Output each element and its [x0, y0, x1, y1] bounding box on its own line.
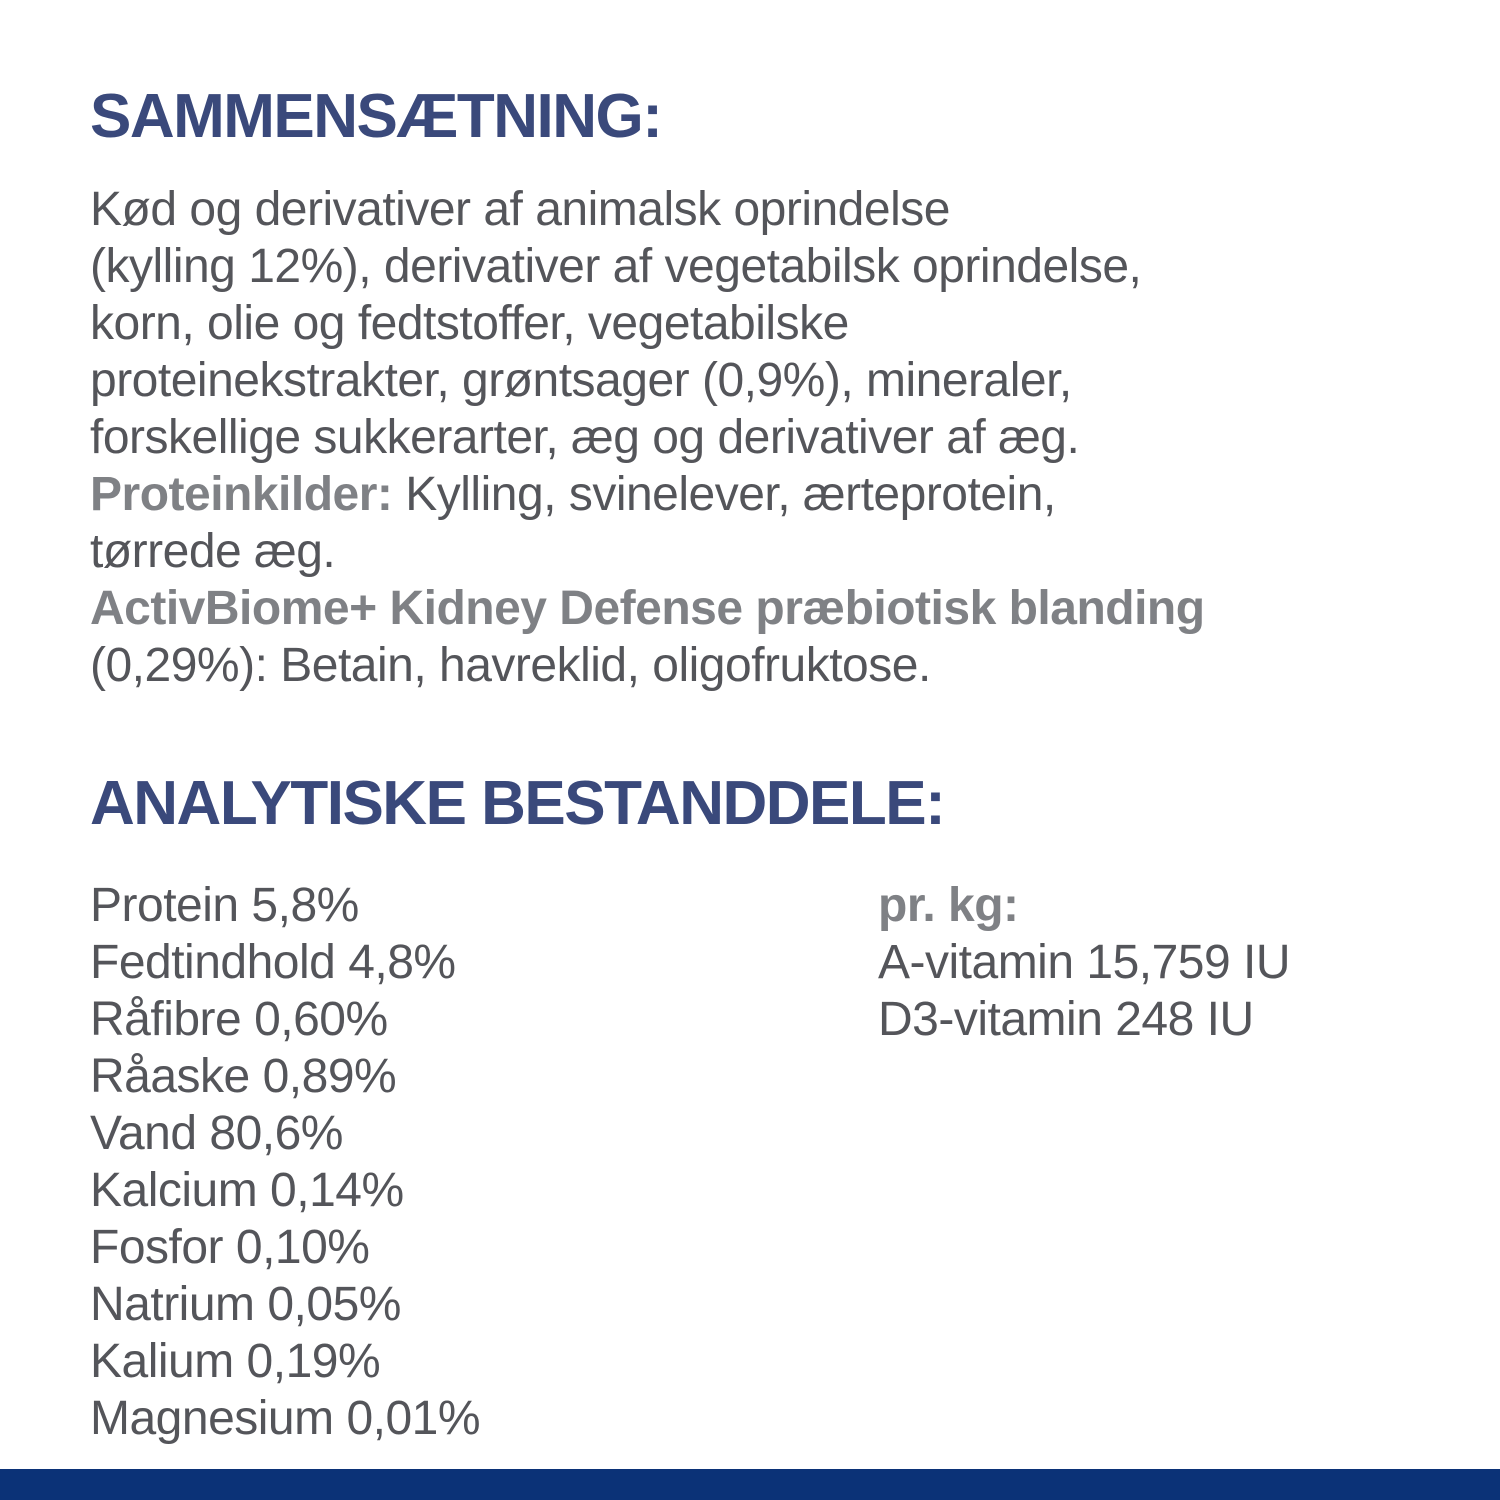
- analytical-item: Kalium 0,19%: [90, 1335, 381, 1388]
- composition-line: Kød og derivativer af animalsk oprindelse: [90, 183, 950, 236]
- analytical-item: Kalcium 0,14%: [90, 1164, 404, 1217]
- per-kg-item: A-vitamin 15,759 IU: [878, 936, 1291, 989]
- composition-line: Proteinkilder: Kylling, svinelever, ærteprotein,: [90, 468, 1056, 521]
- composition-line: korn, olie og fedtstoffer, vegetabilske: [90, 297, 849, 350]
- analytical-list: [90, 877, 480, 1447]
- analytical-heading: ANALYTISKE BESTANDDELE:: [90, 769, 945, 838]
- footer-bar: [0, 1469, 1500, 1500]
- analytical-item: Fedtindhold 4,8%: [90, 936, 456, 989]
- composition-line: tørrede æg.: [90, 525, 336, 578]
- per-kg-block: [878, 877, 1290, 1048]
- analytical-item: Magnesium 0,01%: [90, 1392, 481, 1445]
- analytical-item: Vand 80,6%: [90, 1107, 343, 1160]
- analytical-item: Fosfor 0,10%: [90, 1221, 370, 1274]
- per-kg-item: D3-vitamin 248 IU: [878, 993, 1254, 1046]
- composition-line: ActivBiome+ Kidney Defense præbiotisk blanding: [90, 582, 1205, 635]
- per-kg-list: [878, 934, 1290, 1048]
- analytical-item: Råfibre 0,60%: [90, 993, 388, 1046]
- composition-line: forskellige sukkerarter, æg og derivativer af æg.: [90, 411, 1080, 464]
- composition-body: [90, 181, 1470, 694]
- composition-line: (0,29%): Betain, havreklid, oligofruktose.: [90, 639, 931, 692]
- composition-line: proteinekstrakter, grøntsager (0,9%), mineraler,: [90, 354, 1072, 407]
- composition-line: (kylling 12%), derivativer af vegetabilsk oprindelse,: [90, 240, 1142, 293]
- analytical-item: Protein 5,8%: [90, 879, 359, 932]
- composition-heading: SAMMENSÆTNING:: [90, 82, 662, 151]
- per-kg-label: pr. kg:: [878, 879, 1019, 932]
- analytical-item: Råaske 0,89%: [90, 1050, 397, 1103]
- analytical-item: Natrium 0,05%: [90, 1278, 401, 1331]
